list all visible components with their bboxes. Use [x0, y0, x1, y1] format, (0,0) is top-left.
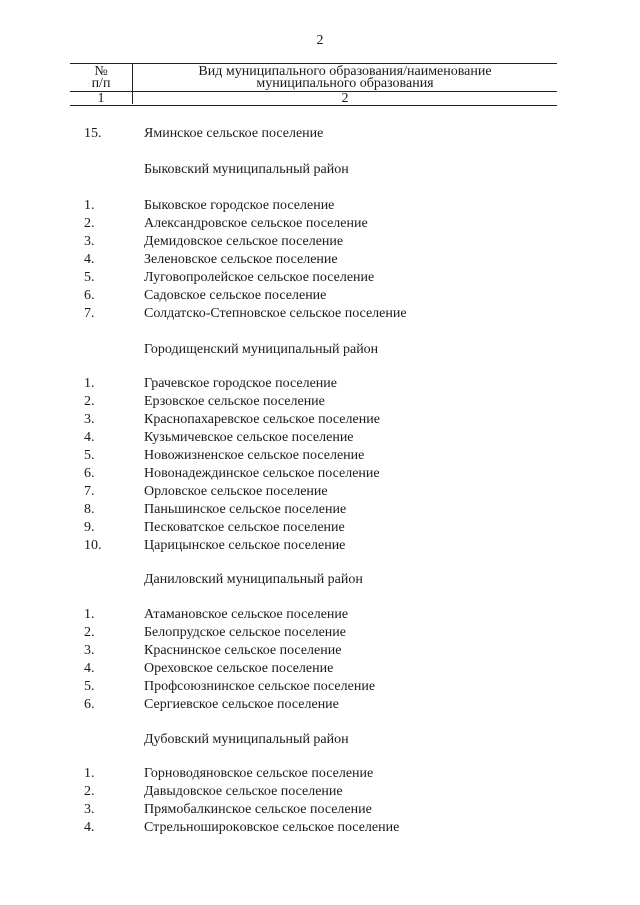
- item-name: Царицынское сельское поселение: [144, 538, 346, 553]
- item-number: 4.: [84, 661, 95, 676]
- item-name: Грачевское городское поселение: [144, 376, 337, 391]
- header-col2-number: 2: [341, 91, 349, 106]
- item-name: Песковатское сельское поселение: [144, 520, 345, 535]
- item-name: Демидовское сельское поселение: [144, 234, 344, 249]
- item-name: Горноводяновское сельское поселение: [144, 766, 374, 781]
- item-number: 1.: [84, 766, 95, 781]
- item-name: Сергиевское сельское поселение: [144, 697, 339, 712]
- header-col2-line1: Вид муниципального образования/наименование: [198, 64, 492, 79]
- item-number: 3.: [84, 643, 95, 658]
- item-number: 2.: [84, 784, 95, 799]
- item-number: 2.: [84, 625, 95, 640]
- item-name: Яминское сельское поселение: [144, 126, 324, 141]
- item-number: 4.: [84, 252, 95, 267]
- header-col2-line2: муниципального образования: [256, 76, 434, 91]
- header-bottom-rule: [70, 105, 557, 106]
- item-name: Белопрудское сельское поселение: [144, 625, 346, 640]
- item-number: 6.: [84, 288, 95, 303]
- header-col2-title: [133, 66, 557, 90]
- item-name: Краснинское сельское поселение: [144, 643, 342, 658]
- district-title-text: Дубовский муниципальный район: [144, 732, 349, 747]
- item-name: Стрельноширокoвское сельское поселение: [144, 820, 400, 835]
- item-number: 2.: [84, 216, 95, 231]
- district-title-text: Даниловский муниципальный район: [144, 572, 363, 587]
- item-number: 8.: [84, 502, 95, 517]
- item-name: Зеленовское сельское поселение: [144, 252, 338, 267]
- item-name: Садовское сельское поселение: [144, 288, 327, 303]
- item-name: Давыдовское сельское поселение: [144, 784, 343, 799]
- item-number: 4.: [84, 820, 95, 835]
- item-name: Луговопролейское сельское поселение: [144, 270, 375, 285]
- item-number: 1.: [84, 198, 95, 213]
- item-name: Быковское городское поселение: [144, 198, 335, 213]
- item-name: Новонадеждинское сельское поселение: [144, 466, 380, 481]
- header-col1-number: 1: [97, 91, 105, 106]
- item-name: Прямобалкинское сельское поселение: [144, 802, 372, 817]
- item-number: 2.: [84, 394, 95, 409]
- item-number: 1.: [84, 607, 95, 622]
- item-name: Паньшинское сельское поселение: [144, 502, 347, 517]
- item-number: 10.: [84, 538, 102, 553]
- item-name: Кузьмичевское сельское поселение: [144, 430, 354, 445]
- district-title-text: Городищенский муниципальный район: [144, 342, 379, 357]
- item-number: 1.: [84, 376, 95, 391]
- item-number: 3.: [84, 234, 95, 249]
- header-col1-line1: №: [94, 64, 108, 79]
- header-col1-title: [70, 66, 132, 90]
- item-number: 5.: [84, 679, 95, 694]
- item-number: 4.: [84, 430, 95, 445]
- item-number: 5.: [84, 448, 95, 463]
- item-name: Александровское сельское поселение: [144, 216, 368, 231]
- item-name: Атамановское сельское поселение: [144, 607, 349, 622]
- item-name: Ореховское сельское поселение: [144, 661, 334, 676]
- page-number: 2: [316, 33, 324, 48]
- item-name: Краснопахаревское сельское поселение: [144, 412, 380, 427]
- item-number: 5.: [84, 270, 95, 285]
- header-col1-line2: п/п: [91, 76, 111, 91]
- header-middle-rule: [70, 91, 557, 92]
- item-number: 7.: [84, 306, 95, 321]
- item-number: 9.: [84, 520, 95, 535]
- item-number: 3.: [84, 412, 95, 427]
- item-number: 15.: [84, 126, 102, 141]
- item-number: 6.: [84, 697, 95, 712]
- table-header: [70, 63, 557, 108]
- item-name: Ерзовское сельское поселение: [144, 394, 325, 409]
- item-number: 7.: [84, 484, 95, 499]
- district-title-text: Быковский муниципальный район: [144, 162, 349, 177]
- item-name: Профсоюзнинское сельское поселение: [144, 679, 376, 694]
- item-number: 3.: [84, 802, 95, 817]
- item-name: Солдатско-Степновское сельское поселение: [144, 306, 407, 321]
- item-name: Орловское сельское поселение: [144, 484, 328, 499]
- item-name: Новожизненское сельское поселение: [144, 448, 365, 463]
- item-number: 6.: [84, 466, 95, 481]
